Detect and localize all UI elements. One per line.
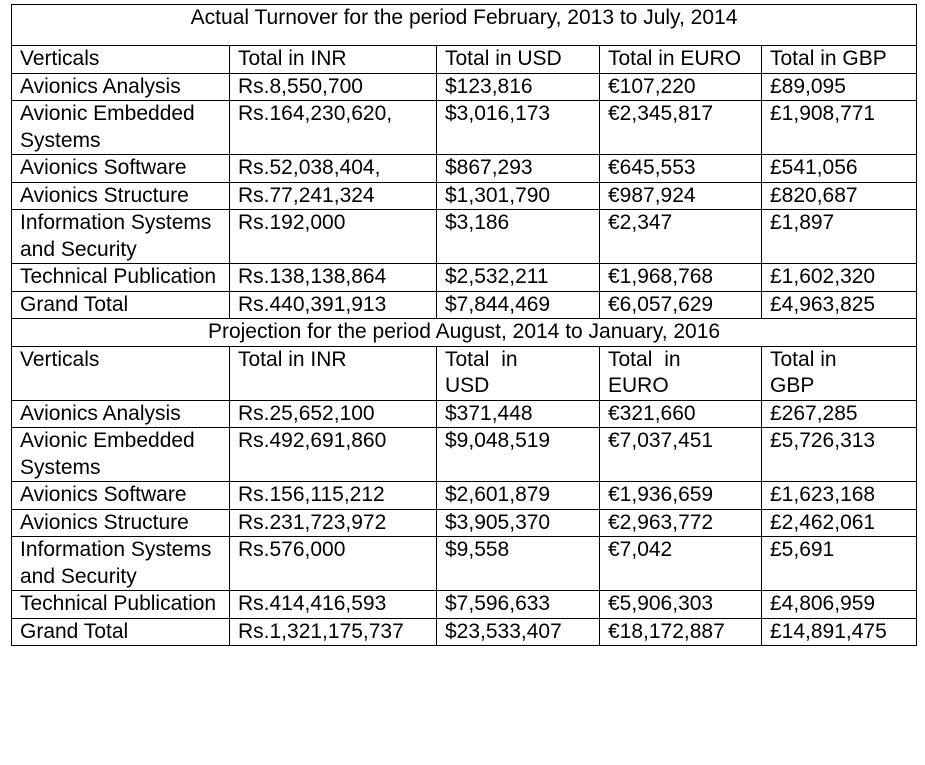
turnover-table [11,4,917,646]
euro-cell: €6,057,629 [600,291,762,319]
table-row [12,428,917,482]
vertical-cell: Technical Publication [12,264,230,292]
inr-cell: Rs.52,038,404, [230,155,437,183]
euro-cell: €2,345,817 [600,101,762,155]
table-row [12,509,917,537]
vertical-cell: Avionic Embedded Systems [12,101,230,155]
header-row [12,346,917,400]
vertical-cell: Avionics Software [12,482,230,510]
euro-cell: €645,553 [600,155,762,183]
table-row [12,591,917,619]
euro-cell: €7,037,451 [600,428,762,482]
usd-cell: $7,844,469 [437,291,600,319]
header-usd: Total in USD [437,46,600,74]
inr-cell: Rs.576,000 [230,537,437,591]
gbp-cell: £1,908,771 [762,101,917,155]
vertical-cell: Avionics Analysis [12,400,230,428]
euro-cell: €5,906,303 [600,591,762,619]
section-title-row [12,319,917,347]
usd-cell: $123,816 [437,73,600,101]
vertical-cell: Avionics Analysis [12,73,230,101]
table-row [12,537,917,591]
euro-cell: €7,042 [600,537,762,591]
vertical-cell: Grand Total [12,618,230,646]
usd-cell: $3,186 [437,210,600,264]
table-row [12,101,917,155]
gbp-cell: £820,687 [762,182,917,210]
inr-cell: Rs.138,138,864 [230,264,437,292]
grand-total-row [12,618,917,646]
euro-cell: €2,347 [600,210,762,264]
grand-total-row [12,291,917,319]
gbp-cell: £89,095 [762,73,917,101]
vertical-cell: Technical Publication [12,591,230,619]
usd-cell: $3,905,370 [437,509,600,537]
vertical-cell: Grand Total [12,291,230,319]
usd-cell: $2,532,211 [437,264,600,292]
table-row [12,210,917,264]
gbp-cell: £4,806,959 [762,591,917,619]
vertical-cell: Avionics Structure [12,509,230,537]
vertical-cell: Information Systems and Security [12,210,230,264]
gbp-cell: £1,623,168 [762,482,917,510]
header-inr: Total in INR [230,346,437,400]
table-row [12,264,917,292]
header-gbp: Total in GBP [762,46,917,74]
header-verticals: Verticals [12,46,230,74]
section-title: Projection for the period August, 2014 to January, 2016 [12,319,917,347]
usd-cell: $1,301,790 [437,182,600,210]
euro-cell: €2,963,772 [600,509,762,537]
usd-cell: $23,533,407 [437,618,600,646]
vertical-cell: Avionics Structure [12,182,230,210]
table-row [12,155,917,183]
table-row [12,182,917,210]
header-row [12,46,917,74]
euro-cell: €18,172,887 [600,618,762,646]
usd-cell: $2,601,879 [437,482,600,510]
gbp-cell: £4,963,825 [762,291,917,319]
header-euro: Total in EURO [600,46,762,74]
euro-cell: €107,220 [600,73,762,101]
vertical-cell: Avionics Software [12,155,230,183]
inr-cell: Rs.77,241,324 [230,182,437,210]
usd-cell: $7,596,633 [437,591,600,619]
euro-cell: €1,968,768 [600,264,762,292]
inr-cell: Rs.25,652,100 [230,400,437,428]
section-title: Actual Turnover for the period February, 2013 to July, 2014 [12,5,917,46]
inr-cell: Rs.414,416,593 [230,591,437,619]
usd-cell: $3,016,173 [437,101,600,155]
section-title-row [12,5,917,46]
gbp-cell: £14,891,475 [762,618,917,646]
gbp-cell: £267,285 [762,400,917,428]
usd-cell: $9,558 [437,537,600,591]
inr-cell: Rs.192,000 [230,210,437,264]
gbp-cell: £5,726,313 [762,428,917,482]
header-usd: Total in USD [437,346,600,400]
vertical-cell: Information Systems and Security [12,537,230,591]
usd-cell: $867,293 [437,155,600,183]
inr-cell: Rs.164,230,620, [230,101,437,155]
inr-cell: Rs.231,723,972 [230,509,437,537]
gbp-cell: £1,602,320 [762,264,917,292]
table-row [12,73,917,101]
inr-cell: Rs.8,550,700 [230,73,437,101]
usd-cell: $9,048,519 [437,428,600,482]
table-row [12,482,917,510]
gbp-cell: £2,462,061 [762,509,917,537]
header-verticals: Verticals [12,346,230,400]
inr-cell: Rs.492,691,860 [230,428,437,482]
usd-cell: $371,448 [437,400,600,428]
header-euro: Total in EURO [600,346,762,400]
header-gbp: Total in GBP [762,346,917,400]
inr-cell: Rs.1,321,175,737 [230,618,437,646]
euro-cell: €987,924 [600,182,762,210]
gbp-cell: £5,691 [762,537,917,591]
vertical-cell: Avionic Embedded Systems [12,428,230,482]
gbp-cell: £541,056 [762,155,917,183]
table-row [12,400,917,428]
euro-cell: €321,660 [600,400,762,428]
gbp-cell: £1,897 [762,210,917,264]
euro-cell: €1,936,659 [600,482,762,510]
inr-cell: Rs.156,115,212 [230,482,437,510]
header-inr: Total in INR [230,46,437,74]
inr-cell: Rs.440,391,913 [230,291,437,319]
